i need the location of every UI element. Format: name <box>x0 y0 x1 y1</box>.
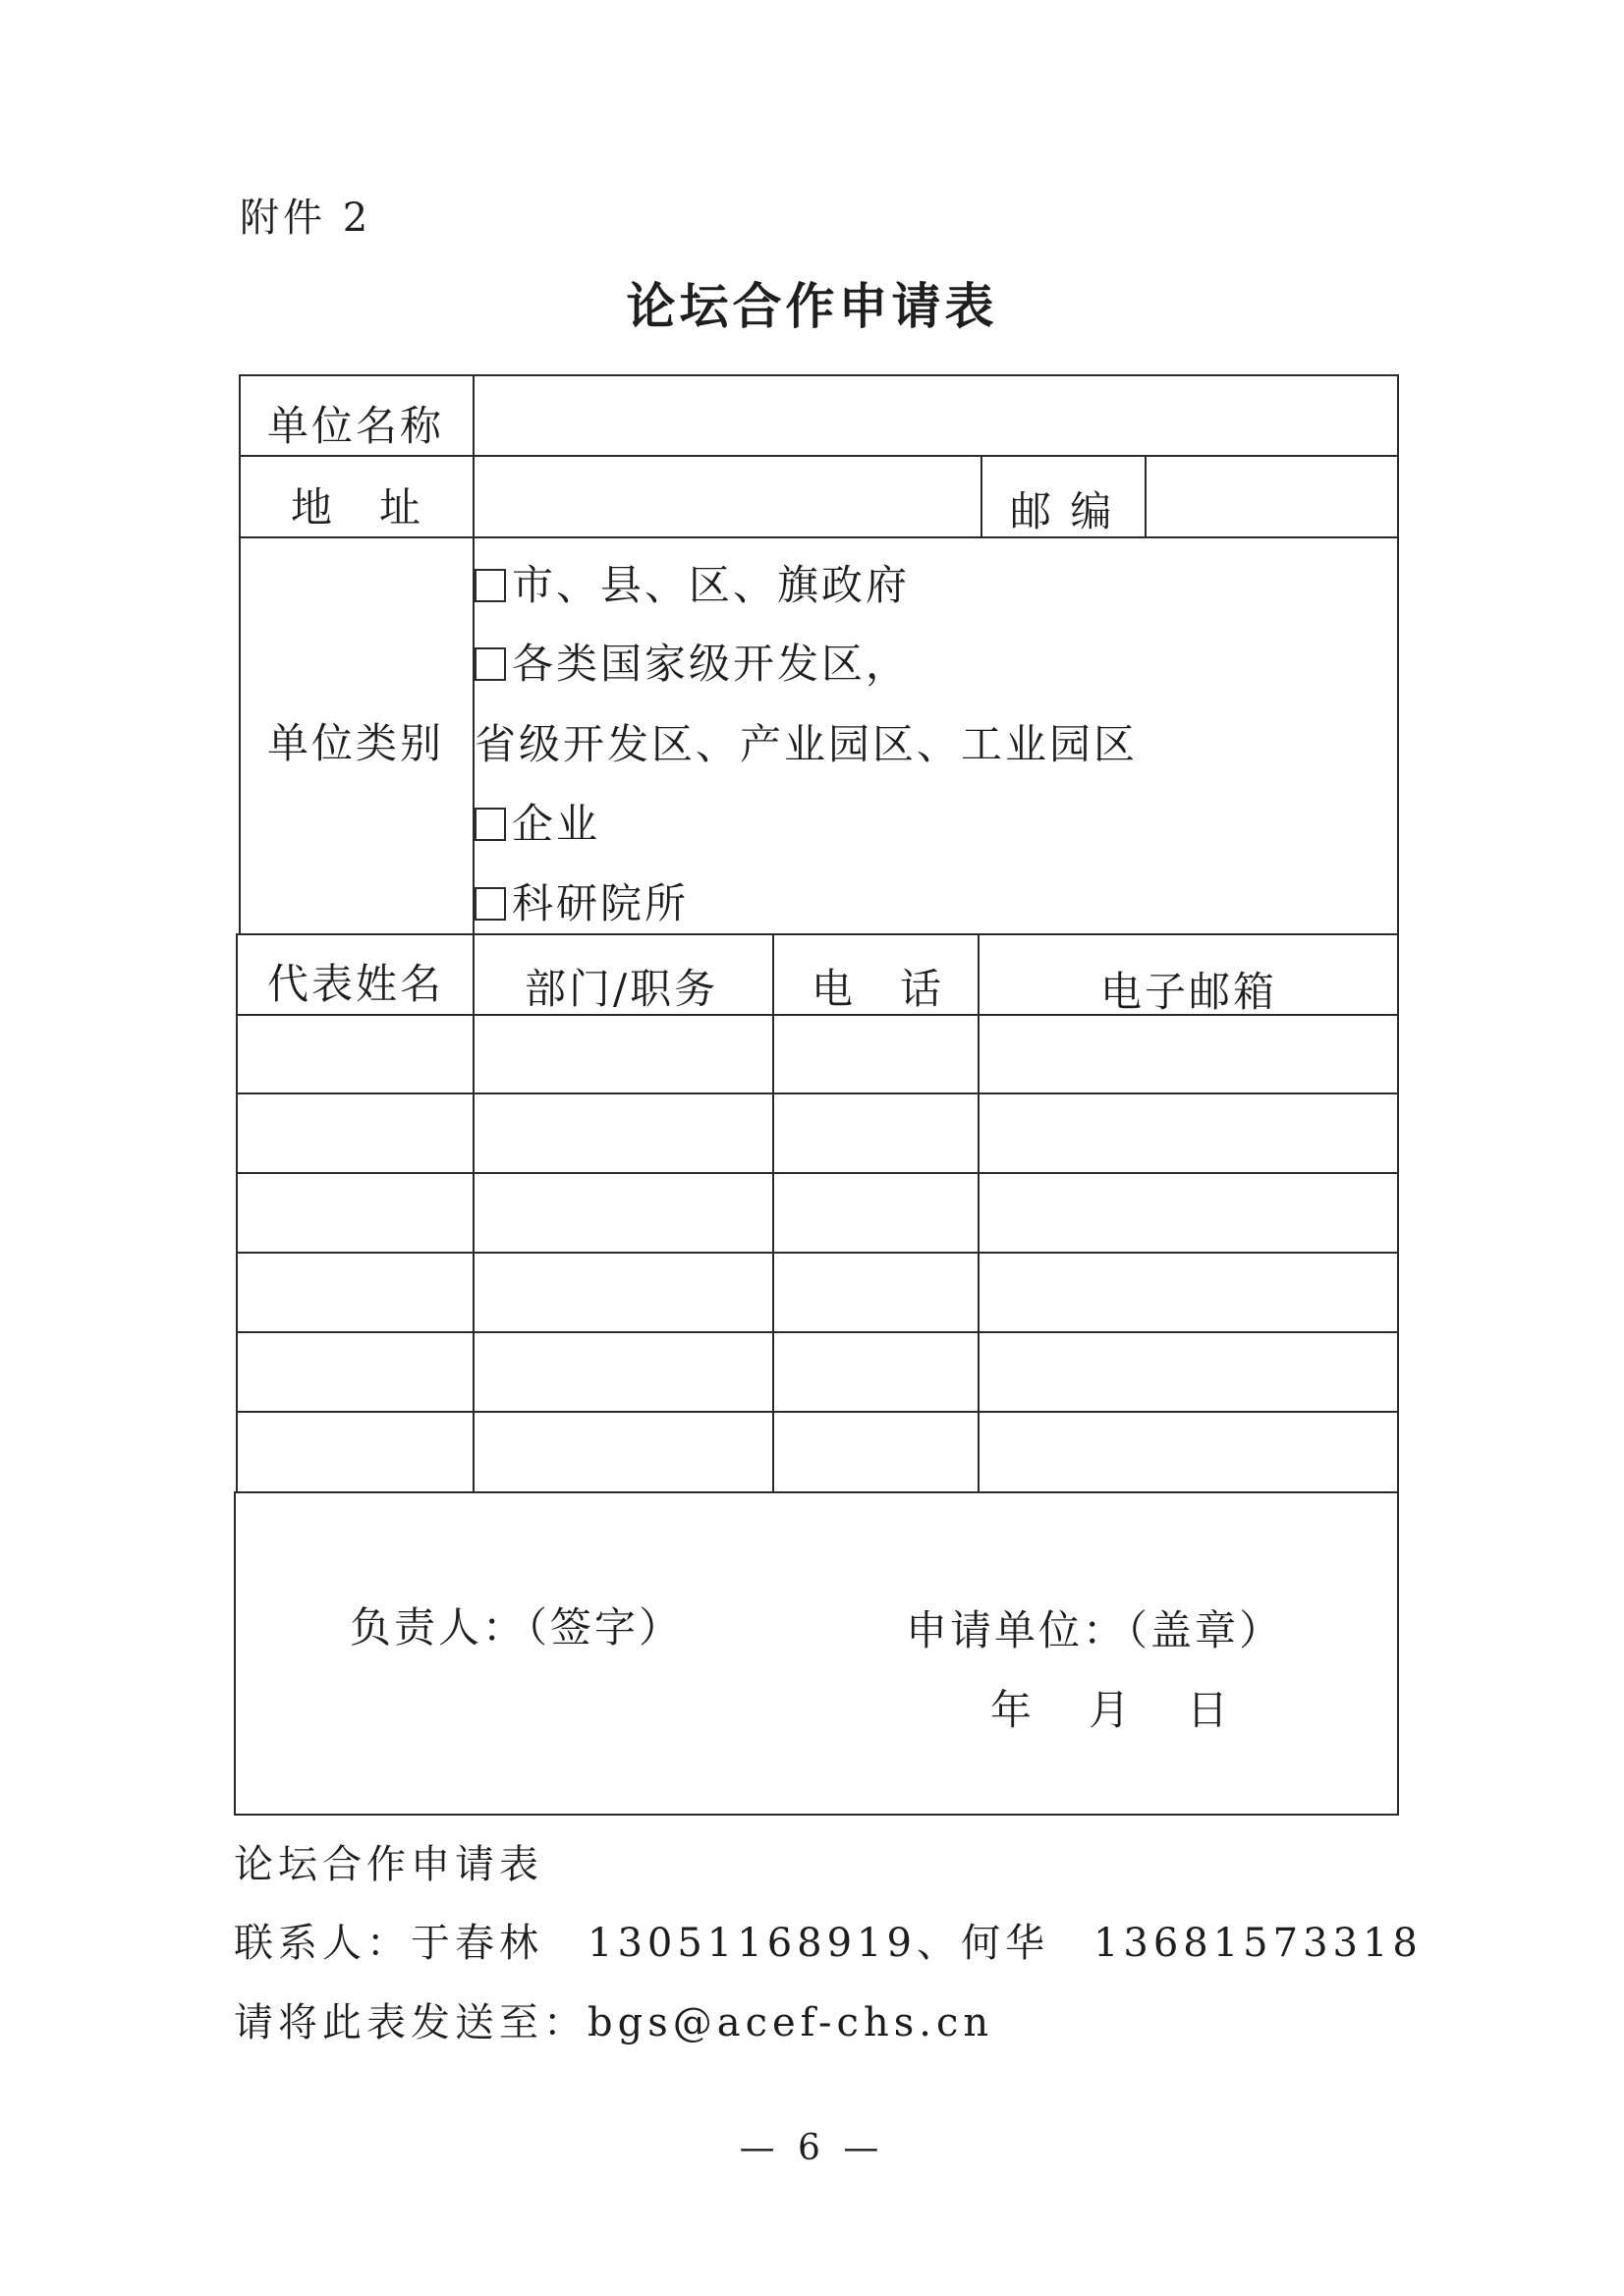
unit-type-option-research-institute[interactable]: 科研院所 <box>475 871 689 930</box>
footer-form-name: 论坛合作申请表 <box>234 1842 543 1887</box>
date-label: 年 月 日 <box>990 1686 1237 1734</box>
postcode-field[interactable] <box>1148 458 1395 534</box>
unit-type-option-national-dev-zone[interactable]: 各类国家级开发区， <box>475 632 910 691</box>
rep-department-header: 部门/职务 <box>525 965 719 1013</box>
rep-email-header: 电子邮箱 <box>1100 968 1278 1016</box>
unit-name-label: 单位名称 <box>267 402 445 450</box>
unit-name-field[interactable] <box>476 377 1395 454</box>
table-row[interactable] <box>238 1094 1395 1172</box>
unit-type-option-government[interactable]: 市、县、区、旗政府 <box>475 553 910 612</box>
unit-type-option-enterprise[interactable]: 企业 <box>475 792 600 851</box>
table-row[interactable] <box>238 1174 1395 1252</box>
table-row[interactable] <box>238 1016 1395 1092</box>
footer-contacts: 联系人：于春林 13051168919、何华 13681573318 <box>234 1921 1423 1966</box>
rep-name-header: 代表姓名 <box>267 960 445 1008</box>
unit-type-option-provincial-zone: 省级开发区、产业园区、工业园区 <box>475 720 1139 768</box>
rep-phone-header: 电 话 <box>812 965 945 1013</box>
postcode-label: 邮 编 <box>1010 487 1115 535</box>
checkbox[interactable] <box>475 569 506 602</box>
applicant-seal-label: 申请单位：（盖章） <box>906 1606 1284 1654</box>
table-row[interactable] <box>238 1333 1395 1411</box>
checkbox[interactable] <box>475 808 506 841</box>
address-field[interactable] <box>476 458 979 534</box>
attachment-label: 附件 2 <box>240 196 372 241</box>
unit-type-label: 单位类别 <box>267 719 445 767</box>
table-row[interactable] <box>238 1254 1395 1331</box>
footer-email: 请将此表发送至：bgs@acef-chs.cn <box>234 2000 994 2045</box>
checkbox[interactable] <box>475 887 506 921</box>
address-label: 地 址 <box>291 483 424 532</box>
form-title: 论坛合作申请表 <box>626 277 998 335</box>
page-number: — 6 — <box>739 2128 885 2168</box>
responsible-signature-label: 负责人：（签字） <box>350 1603 684 1652</box>
checkbox[interactable] <box>475 647 506 681</box>
table-row[interactable] <box>238 1413 1395 1491</box>
